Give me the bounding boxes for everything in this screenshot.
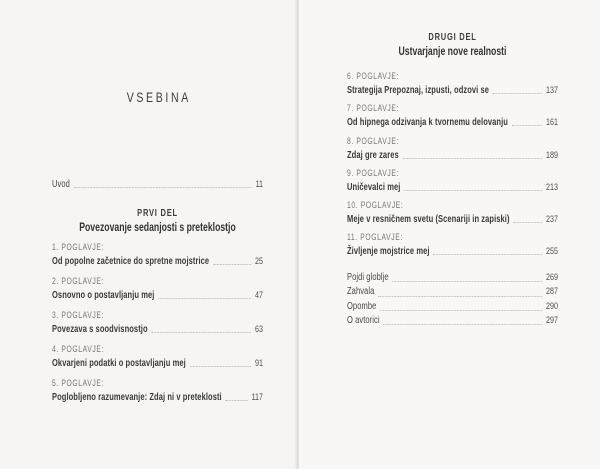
toc-entry-row [347,314,558,328]
page-left-content [52,0,263,469]
part-header-drugi-del [347,32,558,60]
dotted-leader [380,309,542,311]
page-left [0,0,296,469]
dotted-leader [74,186,252,188]
chapter-number-label: 10. POGLAVJE: [347,200,404,211]
dotted-leader [404,189,542,191]
dotted-leader [493,92,542,94]
toc-chapter-entry [347,103,558,135]
toc-chapter-entry [347,200,558,232]
part-label: DRUGI DEL [428,32,477,43]
toc-entry-row [347,213,558,226]
part-title: Ustvarjanje nove realnosti [398,46,507,58]
page-number: 25 [255,256,264,267]
toc-entry-row [347,149,558,162]
toc-chapter-entry [347,168,558,200]
chapter-number-label: 4. POGLAVJE: [52,344,104,354]
entry-title: Opombe [347,300,377,312]
chapter-list-right [347,71,558,265]
toc-entry-row [347,181,558,194]
toc-chapter-entry [347,136,558,168]
page-number: 237 [546,214,559,226]
page-number: 161 [546,117,559,129]
entry-title: Od popolne začetnice do spretne mojstrice [52,256,210,267]
toc-entry-row [52,323,263,336]
toc-chapter-entry [52,242,263,276]
page-number: 63 [255,324,264,335]
toc-entry-row [347,245,558,258]
entry-title: Življenje mojstrice mej [347,246,430,258]
toc-entry-row [347,84,558,97]
part-label: PRVI DEL [137,208,178,219]
page-number: 189 [546,149,559,161]
page-number: 269 [546,272,559,283]
page-number: 290 [546,300,559,312]
entry-title: Meje v resničnem svetu (Scenariji in zapiski) [347,214,510,226]
dotted-leader [383,323,542,325]
entry-title: Pojdi globlje [347,272,389,283]
entry-title: Zahvala [347,286,375,298]
page-number: 287 [546,286,559,298]
toc-chapter-entry [52,276,263,310]
chapter-number-label: 1. POGLAVJE: [52,242,104,252]
dotted-leader [213,263,251,265]
entry-title: Okvarjeni podatki o postavljanju mej [52,358,186,369]
toc-chapter-entry [52,378,263,412]
toc-chapter-entry [347,71,558,103]
dotted-leader [158,297,251,299]
toc-entry-row [52,255,263,268]
toc-entry-row [52,357,263,370]
back-matter-list [347,271,558,328]
chapter-number-label: 9. POGLAVJE: [347,167,399,178]
dotted-leader [403,157,543,159]
page-number: 137 [546,85,559,96]
toc-entry-intro [52,178,263,191]
page-right-content [347,0,558,469]
toc-entry-row [52,391,263,404]
toc-entry-row [347,271,558,285]
dotted-leader [512,124,543,126]
toc-chapter-entry [52,344,263,378]
entry-title: Uvod [52,179,70,190]
chapter-list-left [52,242,263,412]
toc-entry-row [347,116,558,129]
toc-title: VSEBINA [126,89,191,105]
page-number: 255 [546,246,559,258]
entry-title: Strategija Prepoznaj, izpusti, odzovi se [347,85,490,96]
entry-title: Uničevalci mej [347,181,401,193]
chapter-number-label: 3. POGLAVJE: [52,310,104,320]
dotted-leader [378,295,542,297]
toc-entry-row [52,289,263,302]
page-number: 213 [546,181,559,193]
page-number: 47 [255,290,264,301]
toc-entry-row [347,285,558,299]
page-number: 91 [255,358,264,369]
part-title: Povezovanje sedanjosti s preteklostjo [79,222,236,234]
entry-title: Od hipnega odzivanja k tvornemu delovanju [347,117,508,129]
toc-chapter-entry [347,232,558,264]
entry-title: Povezava s soodvisnostjo [52,324,148,335]
page-number: 11 [255,179,264,190]
chapter-number-label: 8. POGLAVJE: [347,135,399,146]
page-right [300,0,600,469]
page-number: 297 [546,314,559,326]
dotted-leader [151,331,251,333]
dotted-leader [225,399,247,401]
page-number: 117 [251,392,264,403]
dotted-leader [433,253,542,255]
dotted-leader [190,365,252,367]
entry-title: O avtorici [347,314,380,326]
chapter-number-label: 7. POGLAVJE: [347,103,399,114]
part-header-prvi-del [52,208,263,236]
entry-title: Osnovno o postavljanju mej [52,290,155,301]
dotted-leader [392,280,542,282]
dotted-leader [513,221,542,223]
toc-entry-row [347,300,558,314]
toc-chapter-entry [52,310,263,344]
chapter-number-label: 6. POGLAVJE: [347,71,399,81]
chapter-number-label: 11. POGLAVJE: [347,232,403,243]
chapter-number-label: 5. POGLAVJE: [52,378,104,388]
entry-title: Zdaj gre zares [347,149,399,161]
entry-title: Poglobljeno razumevanje: Zdaj ni v preteklosti [52,392,222,403]
chapter-number-label: 2. POGLAVJE: [52,276,104,286]
